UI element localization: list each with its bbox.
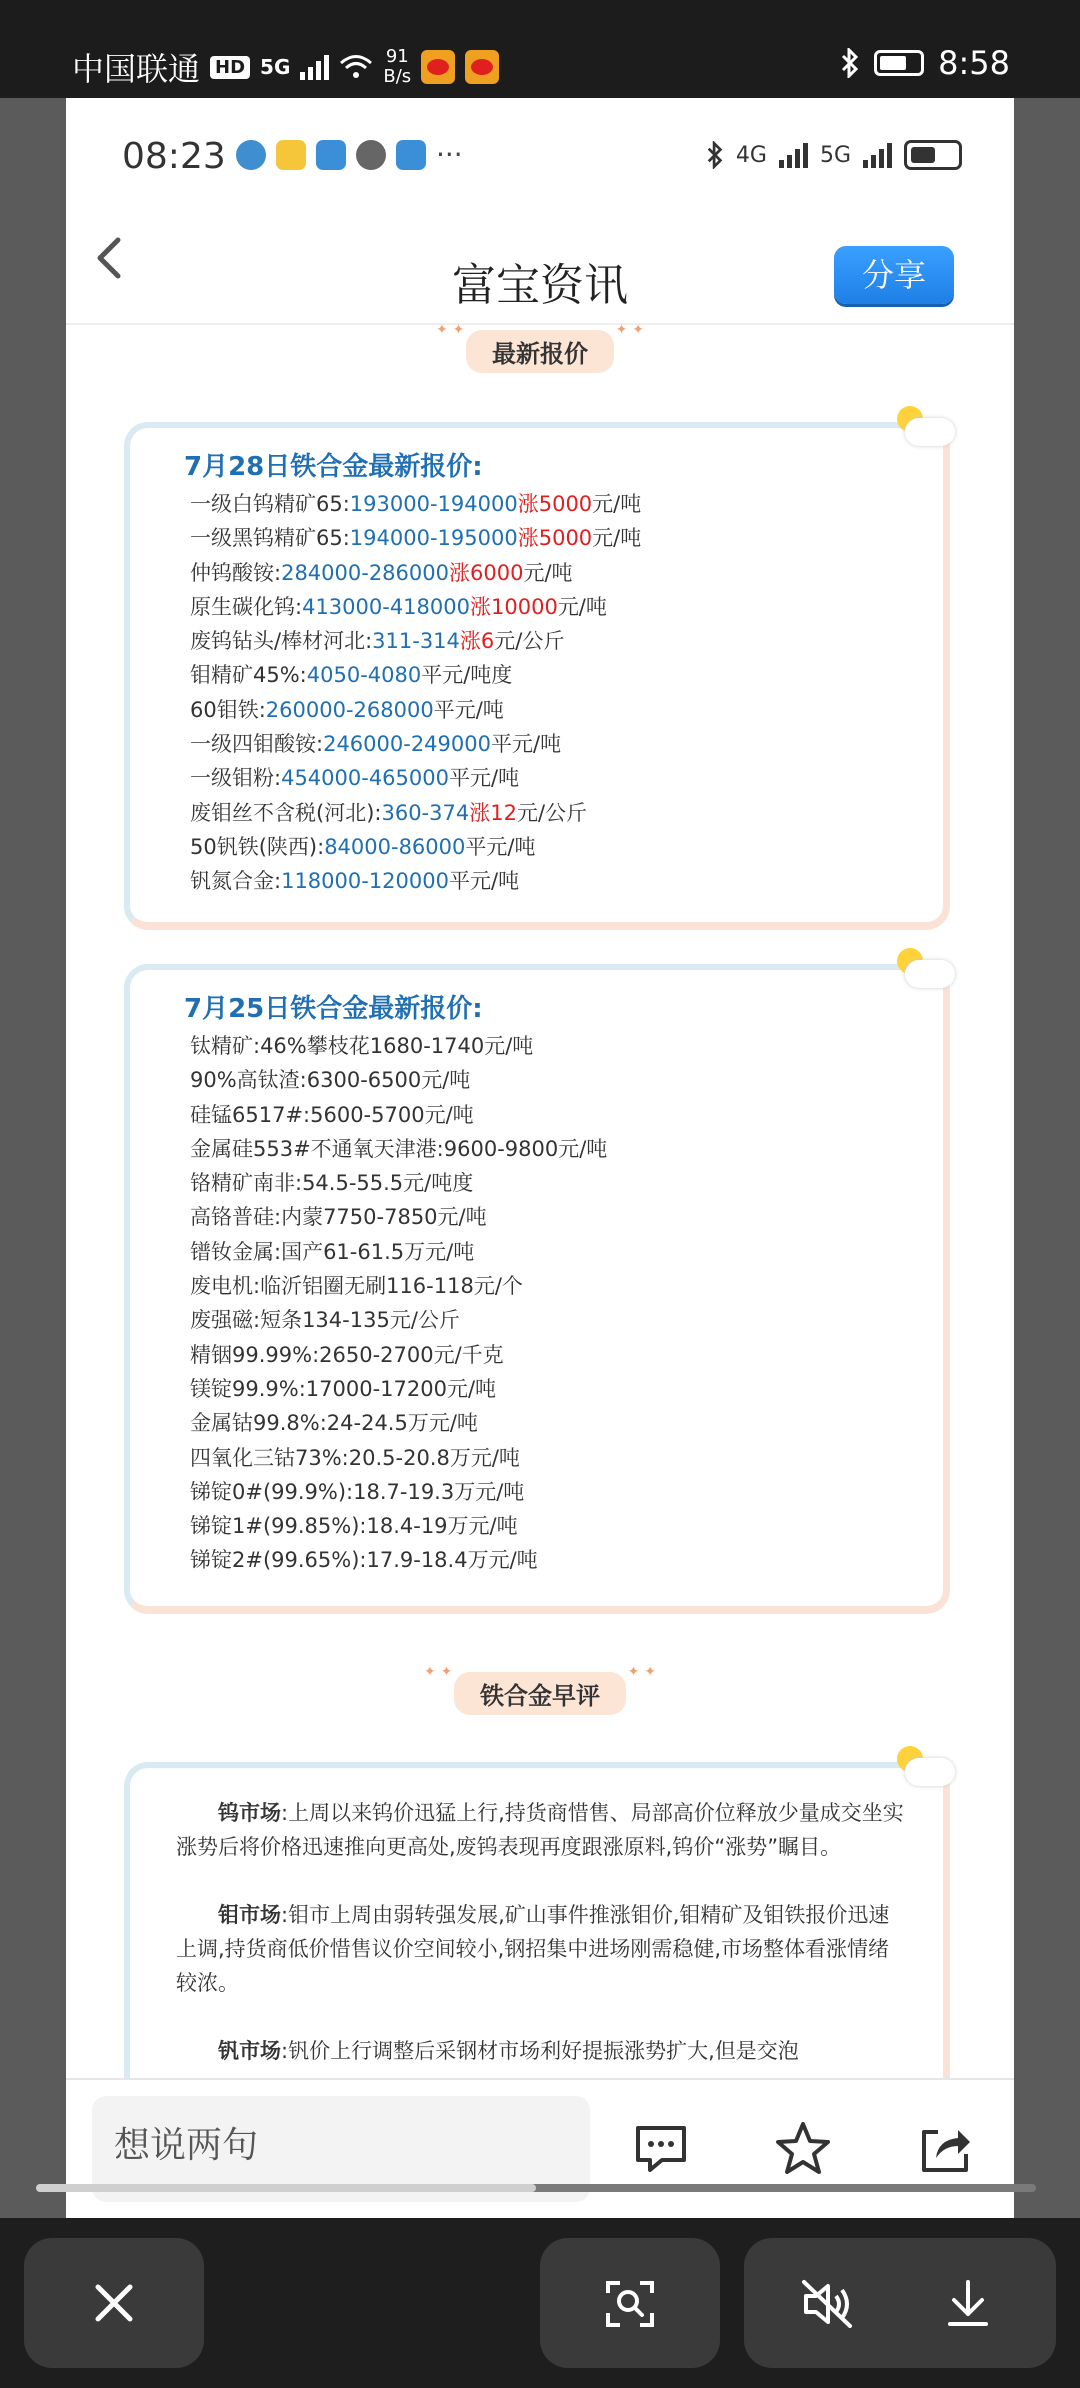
signal-icon	[863, 142, 892, 168]
sun-cloud-icon	[893, 406, 957, 446]
quote-row	[190, 864, 943, 898]
app-icon	[316, 140, 346, 170]
hd-badge: HD	[210, 56, 250, 79]
inner-time: 08:23	[122, 136, 226, 177]
review-indent	[176, 1801, 218, 1825]
scan-button[interactable]	[540, 2238, 720, 2368]
quote-row	[190, 487, 943, 521]
scan-icon	[604, 2277, 656, 2329]
quote-change: 涨6000	[449, 560, 524, 585]
mute-button[interactable]	[800, 2278, 856, 2334]
quote-row: 四氧化三钴73%:20.5-20.8万元/吨	[190, 1445, 520, 1470]
network-type: 5G	[260, 55, 291, 79]
quote-row: 镨钕金属:国产61-61.5万元/吨	[190, 1239, 475, 1264]
battery-icon	[904, 140, 962, 170]
review-indent	[176, 2039, 218, 2063]
system-time: 8:58	[938, 44, 1010, 82]
quote-change: 涨5000	[517, 492, 593, 516]
quote-row	[190, 658, 943, 692]
review-text: :钼市上周由弱转强发展,矿山事件推涨钼价,钼精矿及钼铁报价迅速上调,持货商低价惜售议价空间较小,钢招集中进场刚需稳健,市场整体看涨情绪较浓。	[176, 1903, 890, 1995]
card-heading: 7月25日铁合金最新报价:	[184, 994, 483, 1024]
weibo-icon	[465, 50, 499, 84]
inner-status-bar	[66, 98, 1014, 213]
app-icon	[236, 140, 266, 170]
quote-price: 84000-86000	[324, 834, 466, 859]
quote-price: 194000-195000	[349, 526, 518, 551]
quote-name: 一级四钼酸铵:	[190, 732, 324, 757]
quote-row: 废强磁:短条134-135元/公斤	[190, 1308, 460, 1333]
download-icon	[944, 2278, 992, 2330]
horizontal-scroll-indicator[interactable]	[36, 2184, 1036, 2192]
quote-unit: 平元/吨	[449, 766, 520, 791]
review-paragraph	[176, 1796, 907, 1864]
app-icon	[396, 140, 426, 170]
quote-row: 镁锭99.9%:17000-17200元/吨	[190, 1376, 497, 1401]
quote-row: 90%高钛渣:6300-6500元/吨	[190, 1068, 471, 1093]
network-5g: 5G	[819, 142, 851, 168]
quote-unit: 元/吨	[557, 594, 607, 619]
signal-icon	[779, 142, 808, 168]
share-button[interactable]: 分享	[834, 246, 954, 304]
quote-row	[190, 727, 943, 761]
review-paragraph	[176, 1898, 907, 2000]
quote-row	[190, 693, 943, 727]
quote-row: 锑锭1#(99.85%):18.4-19万元/吨	[190, 1514, 518, 1539]
quote-row: 钛精矿:46%攀枝花1680-1740元/吨	[190, 1034, 534, 1058]
quote-row: 锑锭0#(99.9%):18.7-19.3万元/吨	[190, 1479, 525, 1504]
quote-unit: 平元/吨度	[421, 663, 513, 688]
quote-name: 钼精矿45%:	[190, 663, 307, 688]
quote-unit: 平元/吨	[491, 732, 562, 757]
quote-row	[190, 796, 943, 830]
screenshot-page	[66, 98, 1014, 2218]
carrier-label: 中国联通	[72, 50, 201, 88]
notification-icons	[236, 138, 463, 171]
review-paragraph	[176, 2034, 907, 2068]
quote-price: 4050-4080	[306, 663, 422, 688]
net-speed	[383, 47, 411, 87]
quote-unit: 平元/吨	[433, 697, 504, 722]
net-speed-value: 91	[385, 46, 409, 67]
bottom-action-bar	[66, 2078, 1014, 2218]
review-text: :钒价上行调整后采钢材市场利好提振涨势扩大,但是交泡	[281, 2039, 799, 2063]
quote-price: 260000-268000	[265, 697, 434, 722]
page-title: 富宝资讯	[452, 260, 628, 311]
quote-unit: 元/吨	[592, 526, 642, 551]
comment-input[interactable]: 想说两句	[92, 2096, 590, 2202]
wifi-icon	[339, 53, 373, 81]
quote-price: 118000-120000	[281, 869, 449, 894]
review-label: 钨市场	[218, 1801, 281, 1825]
network-4g: 4G	[735, 142, 767, 168]
quote-row	[190, 556, 943, 590]
quote-price: 413000-418000	[302, 594, 470, 619]
quote-name: 废钨钻头/棒材河北:	[190, 629, 373, 654]
quote-card-0728	[124, 422, 950, 930]
review-label: 钼市场	[218, 1903, 281, 1927]
quote-row	[190, 830, 943, 864]
quote-change: 涨5000	[517, 526, 593, 551]
quote-name: 一级黑钨精矿65:	[190, 526, 350, 551]
net-speed-unit: B/s	[383, 66, 412, 87]
signal-icon	[300, 54, 329, 80]
system-status-bar	[0, 0, 1080, 98]
quote-name: 50钒铁(陕西):	[190, 834, 325, 859]
quote-row: 废电机:临沂铝圈无刷116-118元/个	[190, 1274, 523, 1299]
quote-price: 454000-465000	[281, 766, 449, 791]
quote-row: 硅锰6517#:5600-5700元/吨	[190, 1102, 474, 1127]
section-title: ✦ ✦ 最新报价 ✦ ✦	[466, 330, 614, 373]
quote-row: 铬精矿南非:54.5-55.5元/吨度	[190, 1171, 474, 1196]
quote-name: 60钼铁:	[190, 697, 266, 722]
section-morning-review	[66, 1672, 1014, 1715]
review-indent	[176, 1903, 218, 1927]
status-left	[72, 44, 499, 90]
quote-unit: 平元/吨	[449, 869, 520, 894]
quote-name: 废钼丝不含税(河北):	[190, 800, 382, 825]
mute-icon	[800, 2278, 856, 2330]
screenshot-toolbar	[0, 2218, 1080, 2388]
quote-row: 高铬普硅:内蒙7750-7850元/吨	[190, 1205, 487, 1230]
quote-row: 金属钴99.8%:24-24.5万元/吨	[190, 1411, 478, 1436]
review-text: :上周以来钨价迅猛上行,持货商惜售、局部高价位释放少量成交坐实涨势后将价格迅速推向更高处,废钨表现再度跟涨原料,钨价“涨势”瞩目。	[176, 1801, 904, 1859]
media-controls	[744, 2238, 1056, 2368]
quote-unit: 元/吨	[523, 560, 573, 585]
share-icon[interactable]	[916, 2120, 974, 2178]
quote-change: 涨6	[459, 629, 495, 654]
comment-icon[interactable]	[632, 2120, 690, 2178]
audio-icon	[356, 140, 386, 170]
close-icon	[92, 2281, 136, 2325]
quote-row	[190, 761, 943, 795]
quote-row	[190, 521, 943, 555]
battery-icon	[874, 50, 924, 76]
weather-icon	[276, 140, 306, 170]
more-notifications: ···	[436, 138, 463, 171]
card-heading: 7月28日铁合金最新报价:	[184, 452, 483, 482]
inner-status-right	[706, 140, 962, 170]
quote-name: 一级白钨精矿65:	[190, 492, 350, 516]
quote-unit: 元/公斤	[494, 629, 565, 654]
quote-row	[190, 590, 943, 624]
quote-name: 一级钼粉:	[190, 766, 282, 791]
close-button[interactable]	[24, 2238, 204, 2368]
sun-cloud-icon	[893, 948, 957, 988]
quote-unit: 平元/吨	[465, 834, 536, 859]
status-right	[840, 44, 1010, 82]
section-latest-quotes	[66, 330, 1014, 373]
quote-unit: 元/公斤	[516, 800, 588, 825]
quote-price: 284000-286000	[281, 560, 449, 585]
download-button[interactable]	[944, 2278, 992, 2334]
quote-row	[190, 624, 943, 658]
weibo-icon	[421, 50, 455, 84]
star-icon[interactable]	[774, 2120, 832, 2178]
app-header	[66, 213, 1014, 325]
quote-card-0725	[124, 964, 950, 1614]
quote-change: 涨10000	[470, 594, 558, 619]
quote-name: 仲钨酸铵:	[190, 560, 282, 585]
quote-price: 311-314	[372, 629, 460, 654]
quote-price: 246000-249000	[323, 732, 491, 757]
quote-change: 涨12	[469, 800, 517, 825]
section-title: ✦ ✦ 铁合金早评 ✦ ✦	[454, 1672, 626, 1715]
bluetooth-icon	[840, 48, 860, 78]
quote-row: 金属硅553#不通氧天津港:9600-9800元/吨	[190, 1136, 608, 1161]
sun-cloud-icon	[893, 1746, 957, 1786]
quote-price: 193000-194000	[349, 492, 518, 516]
quote-row: 锑锭2#(99.65%):17.9-18.4万元/吨	[190, 1548, 538, 1573]
quote-unit: 元/吨	[592, 492, 642, 516]
quote-name: 钒氮合金:	[190, 869, 282, 894]
quote-row: 精铟99.99%:2650-2700元/千克	[190, 1342, 504, 1367]
quote-name: 原生碳化钨:	[190, 594, 303, 619]
quote-price: 360-374	[381, 800, 470, 825]
bluetooth-icon	[706, 141, 724, 169]
review-label: 钒市场	[218, 2039, 281, 2063]
